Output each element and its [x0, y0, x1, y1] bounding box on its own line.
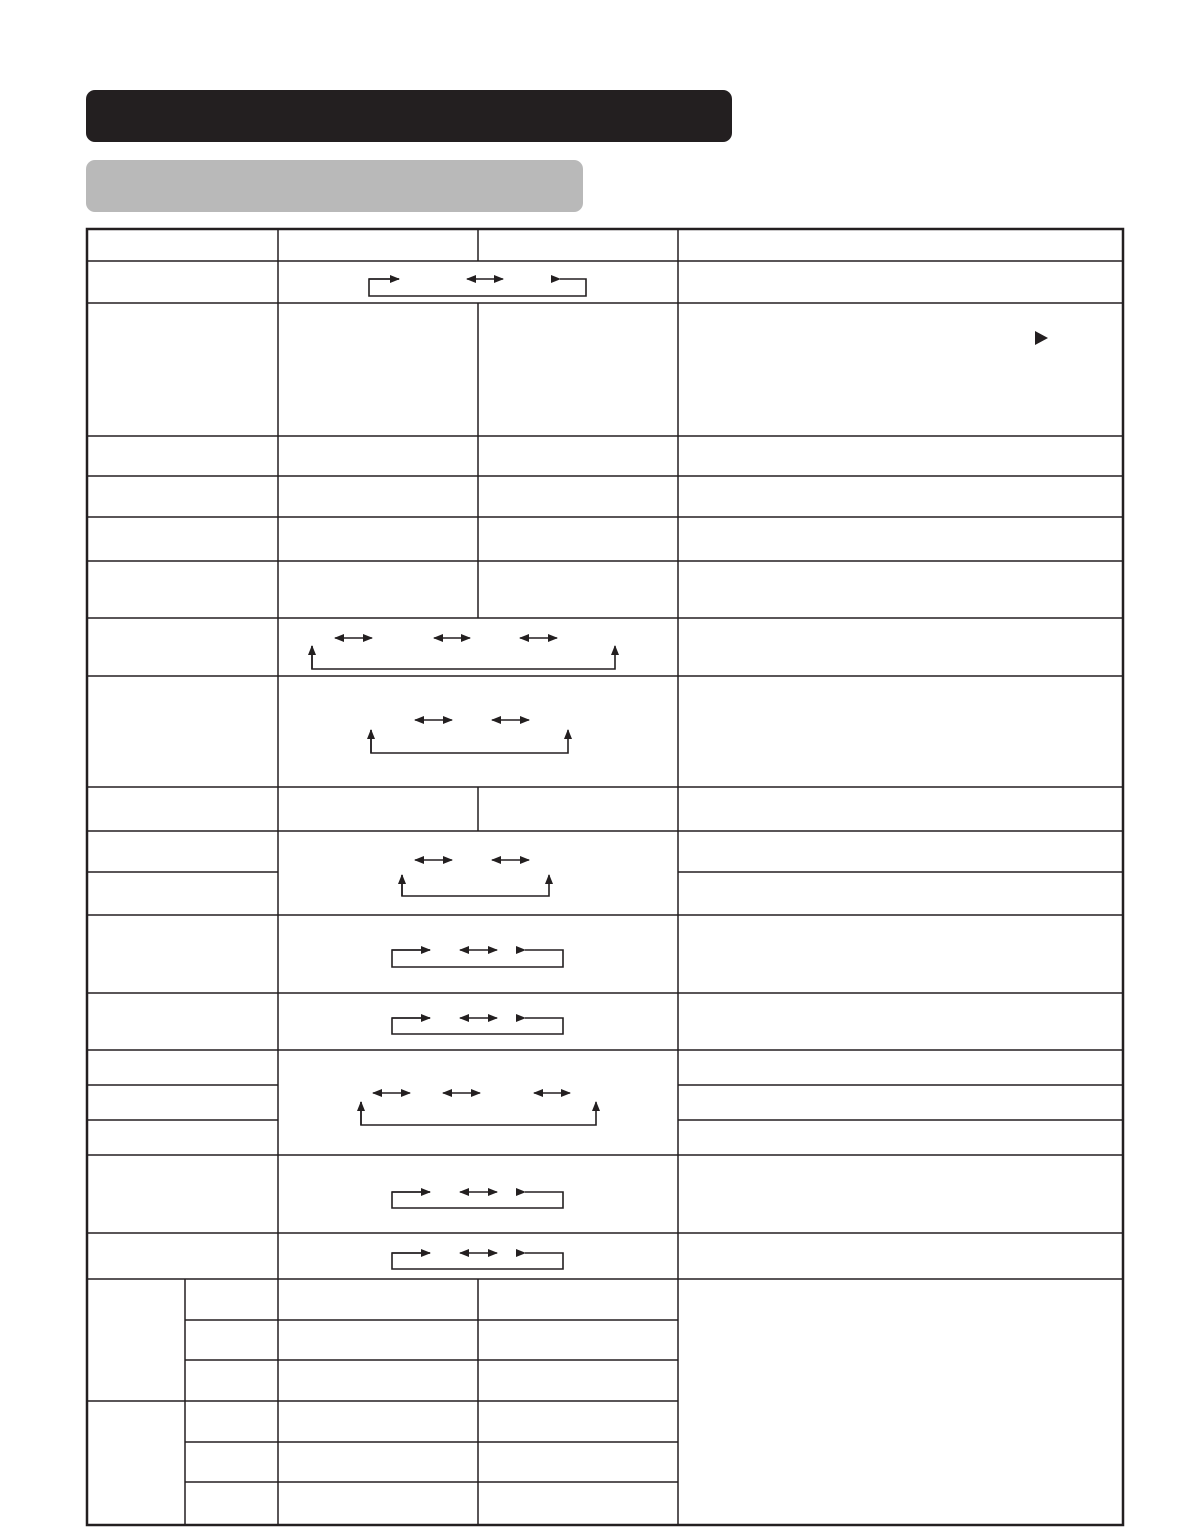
loop-arrow-icon [402, 860, 549, 896]
loop-arrow-icon [312, 638, 615, 669]
play-triangle-icon [1035, 331, 1048, 345]
table-grid-lines [87, 229, 1123, 1525]
cycle-arrow-icon [392, 1018, 563, 1034]
cycle-arrow-icon [392, 1253, 563, 1269]
loop-arrow-icon [371, 720, 568, 753]
cycle-arrow-icon [392, 1192, 563, 1208]
loop-arrow-icon [361, 1093, 596, 1125]
cycle-arrow-icon [369, 279, 586, 296]
cycle-arrow-icon [392, 950, 563, 967]
